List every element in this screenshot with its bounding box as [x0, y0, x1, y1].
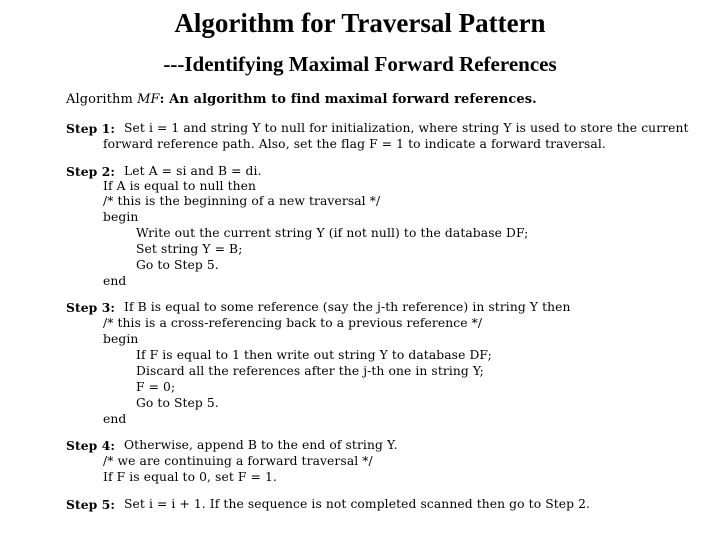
step-4-line-3: If F is equal to 0, set F = 1. — [103, 470, 277, 484]
step-3-begin: begin — [103, 332, 139, 346]
step-3-label: Step 3: — [66, 300, 116, 315]
step-3-line-3: If F is equal to 1 then write out string Y to database DF; — [136, 348, 492, 362]
step-1-line-2: forward reference path. Also, set the flag F = 1 to indicate a forward traversal. — [103, 137, 606, 151]
step-2-end: end — [103, 274, 127, 288]
step-1-line-1: Set i = 1 and string Y to null for initialization, where string Y is used to store the current — [124, 121, 689, 135]
step-2-line-6: Go to Step 5. — [136, 258, 219, 272]
algorithm-header — [66, 92, 537, 107]
algorithm-name: MF — [137, 92, 160, 107]
step-4-comment: /* we are continuing a forward traversal */ — [103, 454, 373, 468]
slide-subtitle: ---Identifying Maximal Forward References — [163, 52, 557, 76]
step-5-label: Step 5: — [66, 497, 116, 512]
slide-title: Algorithm for Traversal Pattern — [174, 8, 546, 38]
step-1-label: Step 1: — [66, 121, 116, 136]
algorithm-description: : An algorithm to find maximal forward references. — [159, 92, 537, 107]
step-2-label: Step 2: — [66, 164, 116, 179]
step-4-label: Step 4: — [66, 438, 116, 453]
step-3-line-5: F = 0; — [136, 380, 176, 394]
step-2-begin: begin — [103, 210, 139, 224]
step-2-line-4: Write out the current string Y (if not null) to the database DF; — [136, 226, 529, 240]
step-4-line-1: Otherwise, append B to the end of string Y. — [124, 438, 398, 452]
algorithm-word: Algorithm — [66, 92, 133, 107]
step-2-line-5: Set string Y = B; — [136, 242, 243, 256]
step-3-line-4: Discard all the references after the j-th one in string Y; — [136, 364, 484, 378]
step-3-line-1: If B is equal to some reference (say the j-th reference) in string Y then — [124, 300, 571, 314]
step-5-line-1: Set i = i + 1. If the sequence is not completed scanned then go to Step 2. — [124, 497, 591, 511]
step-3-line-6: Go to Step 5. — [136, 396, 219, 410]
step-2-comment: /* this is the beginning of a new traversal */ — [103, 194, 381, 208]
step-2-line-1: Let A = si and B = di. — [124, 164, 262, 178]
step-3-comment: /* this is a cross-referencing back to a previous reference */ — [103, 316, 483, 330]
step-3-end: end — [103, 412, 127, 426]
step-2-line-2: If A is equal to null then — [103, 179, 257, 193]
